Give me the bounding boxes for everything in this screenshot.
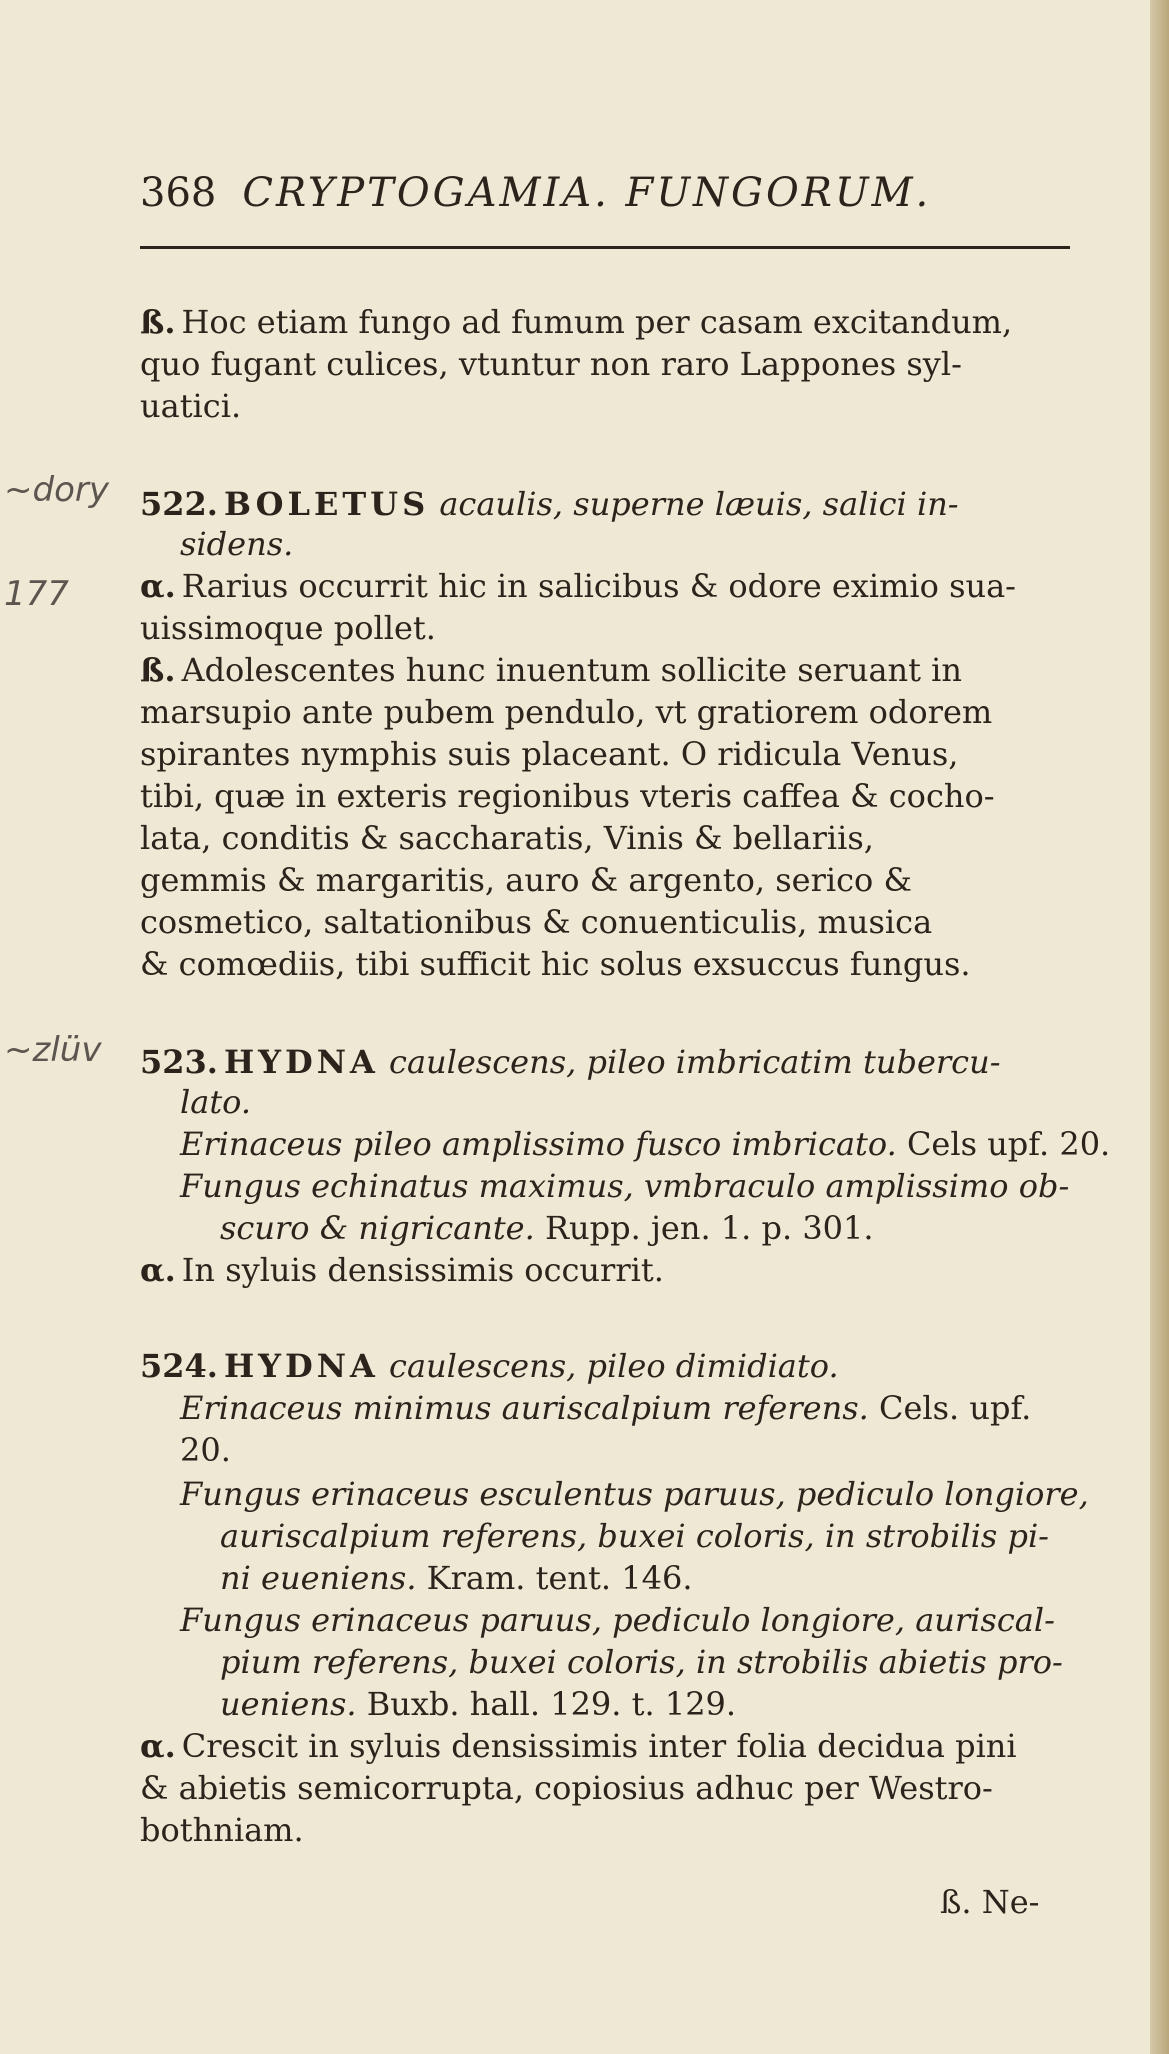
line-text: marsupio ante pubem pendulo, vt gratiorem odorem: [140, 693, 993, 731]
text-line: [140, 1810, 1070, 1850]
text-line: [140, 302, 1070, 342]
page-edge: [1150, 0, 1169, 2054]
text-line: [140, 1042, 1070, 1082]
entry-marker: α.: [140, 1251, 176, 1289]
text-line: [140, 1726, 1070, 1766]
line-text: uissimoque pollet.: [140, 609, 436, 647]
line-text: caulescens, pileo dimidiato.: [389, 1347, 839, 1385]
line-reference: Kram. tent. 146.: [416, 1559, 693, 1597]
line-text: pium referens, buxei coloris, in strobilis abietis pro-: [220, 1643, 1063, 1681]
text-line: [220, 1684, 1150, 1724]
entry-marker: α.: [140, 567, 176, 605]
text-line: [140, 944, 1070, 984]
text-line: [140, 1768, 1070, 1808]
text-line: [180, 1124, 1110, 1164]
handwritten-margin-note: 177: [4, 574, 69, 614]
line-text: lato.: [180, 1083, 252, 1121]
text-line: [140, 484, 1070, 524]
text-line: [140, 776, 1070, 816]
line-reference: Cels. upf.: [868, 1389, 1032, 1427]
text-line: [140, 734, 1070, 774]
line-text: & abietis semicorrupta, copiosius adhuc per Westro-: [140, 1769, 993, 1807]
text-line: [140, 818, 1070, 858]
line-text: cosmetico, saltationibus & conuenticulis, musica: [140, 903, 933, 941]
line-reference: Buxb. hall. 129. t. 129.: [356, 1685, 737, 1723]
line-text: scuro & nigricante.: [220, 1209, 535, 1247]
text-line: [140, 860, 1070, 900]
line-text: spirantes nymphis suis placeant. O ridicula Venus,: [140, 735, 959, 773]
entry-marker: 524.: [140, 1347, 218, 1385]
genus-name: HYDNA: [223, 1347, 379, 1385]
text-line: [140, 344, 1070, 384]
entry-marker: 523.: [140, 1043, 218, 1081]
handwritten-margin-note: ~zlüv: [4, 1030, 102, 1070]
line-text: Fungus erinaceus esculentus paruus, pediculo longiore,: [180, 1475, 1089, 1513]
text-line: [220, 1642, 1150, 1682]
line-text: Erinaceus minimus auriscalpium referens.: [180, 1389, 869, 1427]
text-line: [180, 1430, 1110, 1470]
text-line: [140, 1250, 1070, 1290]
text-line: [940, 1882, 1080, 1922]
line-reference: Cels upf. 20.: [896, 1125, 1111, 1163]
running-head: [140, 170, 1070, 216]
line-text: Fungus erinaceus paruus, pediculo longiore, auriscal-: [180, 1601, 1055, 1639]
line-text: gemmis & margaritis, auro & argento, serico &: [140, 861, 912, 899]
line-text: lata, conditis & saccharatis, Vinis & bellariis,: [140, 819, 874, 857]
line-text: uatici.: [140, 387, 242, 425]
line-text: caulescens, pileo imbricatim tubercu-: [389, 1043, 1001, 1081]
text-line: [140, 386, 1070, 426]
line-text: Hoc etiam fungo ad fumum per casam excitandum,: [181, 303, 1013, 341]
text-line: [180, 1388, 1110, 1428]
line-text: ß. Ne-: [940, 1883, 1040, 1921]
line-text: ueniens.: [220, 1685, 357, 1723]
entry-marker: ß.: [140, 303, 176, 341]
line-text: Fungus echinatus maximus, vmbraculo amplissimo ob-: [180, 1167, 1070, 1205]
text-line: [140, 608, 1070, 648]
entry-marker: α.: [140, 1727, 176, 1765]
line-text: tibi, quæ in exteris regionibus vteris caffea & cocho-: [140, 777, 995, 815]
handwritten-margin-note: ~dory: [4, 470, 109, 510]
text-line: [180, 1600, 1110, 1640]
line-text: Rarius occurrit hic in salicibus & odore eximio sua-: [181, 567, 1016, 605]
header-rule: [140, 246, 1070, 249]
text-line: [180, 1166, 1110, 1206]
genus-name: HYDNA: [223, 1043, 379, 1081]
text-line: [180, 1474, 1110, 1514]
text-line: [140, 692, 1070, 732]
line-text: sidens.: [180, 525, 294, 563]
text-line: [140, 650, 1070, 690]
text-line: [220, 1208, 1150, 1248]
page-title: CRYPTOGAMIA. FUNGORUM.: [242, 170, 932, 216]
text-line: [140, 566, 1070, 606]
line-text: In syluis densissimis occurrit.: [181, 1251, 664, 1289]
text-line: [220, 1558, 1150, 1598]
text-line: [180, 1082, 1110, 1122]
entry-marker: ß.: [140, 651, 176, 689]
line-text: ni eueniens.: [220, 1559, 417, 1597]
line-text: Adolescentes hunc inuentum sollicite seruant in: [181, 651, 963, 689]
line-reference: Rupp. jen. 1. p. 301.: [534, 1209, 874, 1247]
line-text: 20.: [180, 1431, 231, 1469]
line-text: bothniam.: [140, 1811, 304, 1849]
line-text: quo fugant culices, vtuntur non raro Lappones syl-: [140, 345, 962, 383]
text-line: [180, 524, 1110, 564]
text-line: [140, 902, 1070, 942]
entry-marker: 522.: [140, 485, 218, 523]
line-text: Erinaceus pileo amplissimo fusco imbricato.: [180, 1125, 897, 1163]
text-line: [220, 1516, 1150, 1556]
line-text: & comœdiis, tibi sufficit hic solus exsuccus fungus.: [140, 945, 971, 983]
line-text: auriscalpium referens, buxei coloris, in strobilis pi-: [220, 1517, 1049, 1555]
line-text: acaulis, superne læuis, salici in-: [439, 485, 959, 523]
line-text: Crescit in syluis densissimis inter folia decidua pini: [181, 1727, 1017, 1765]
text-line: [140, 1346, 1070, 1386]
page-number: 368: [140, 170, 217, 216]
genus-name: BOLETUS: [223, 485, 430, 523]
